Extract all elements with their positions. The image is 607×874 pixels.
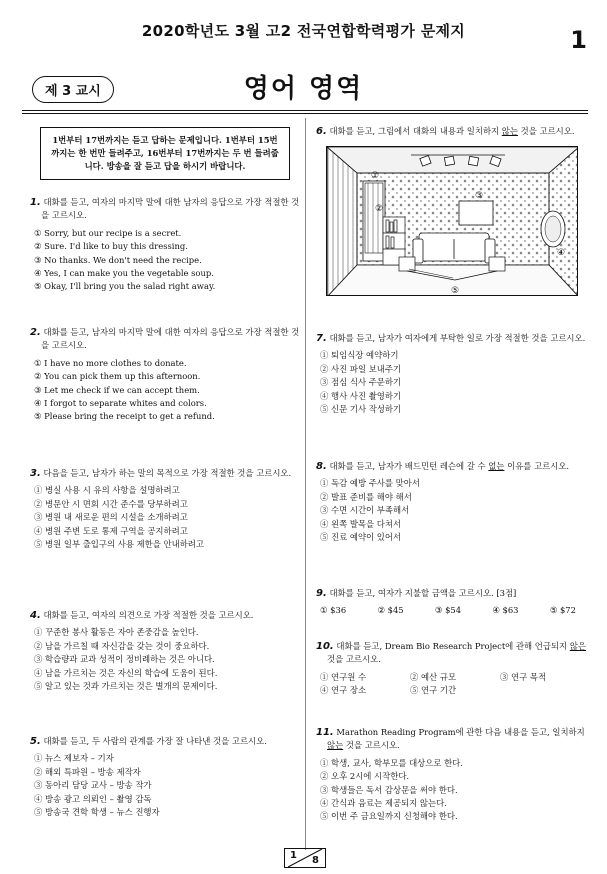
question-stem: 대화를 듣고, 여자의 마지막 말에 대한 남자의 응답으로 가장 적절한 것을 고르시오. [41,197,300,221]
marker-2: ② [375,204,384,215]
question-stem: 대화를 듣고, 여자가 지불할 금액을 고르시오. [3점] [329,588,517,598]
question-9 [316,587,590,640]
option-1[interactable]: ① 뉴스 제보자 – 기자 [34,753,114,764]
option-1[interactable]: ① 퇴임식장 예약하기 [320,350,399,361]
total-pages: 8 [312,855,319,866]
option-2[interactable]: ② 발표 준비를 해야 해서 [320,491,412,502]
subject-title: 영어 영역 [243,74,364,104]
option-2[interactable]: ② 병문안 시 면회 시간 준수를 당부하려고 [34,498,188,509]
option-2[interactable]: ② Sure. I'd like to buy this dressing. [34,241,188,252]
option-4[interactable]: ④ 방송 광고 의뢰인 – 촬영 감독 [34,793,152,804]
option-5[interactable]: ⑤ 방송국 견학 학생 – 뉴스 진행자 [34,807,160,818]
option-5[interactable]: ⑤ 이번 주 금요일까지 신청해야 한다. [320,811,458,822]
left-column [30,125,300,819]
option-5[interactable]: ⑤ $72 [549,605,576,616]
negation-underline: 않는 [501,126,518,136]
option-3[interactable]: ③ 학습량과 교과 성적이 정비례하는 것은 아니다. [34,654,215,665]
question-stem-end: 것을 고르시오. [327,654,381,665]
question-8 [316,460,590,587]
option-5[interactable]: ⑤ 알고 있는 것과 가르치는 것은 별개의 문제이다. [34,681,218,692]
option-2[interactable]: ② 해외 특파원 – 방송 제작자 [34,766,141,777]
question-stem: 대화를 듣고, 남자가 여자에게 부탁한 일로 가장 적절한 것을 고르시오. [329,333,586,343]
question-number: 4. [30,610,41,621]
question-stem-end: 것을 고르시오. [343,740,400,751]
header-rule [22,110,588,111]
question-number: 9. [316,588,327,599]
negation-underline: 않는 [327,740,344,751]
option-2[interactable]: ② $45 [377,605,404,616]
option-4[interactable]: ④ Yes, I can make you the vegetable soup. [34,268,214,279]
question-number: 6. [316,126,327,137]
option-5[interactable]: ⑤ Please bring the receipt to get a refund. [34,411,215,422]
marker-5: ⑤ [451,286,460,297]
question-number: 1. [30,197,41,208]
question-6 [316,125,590,332]
question-11 [316,726,590,824]
question-stem-end: 것을 고르시오. [517,126,575,136]
negation-underline: 않은 [569,641,586,651]
option-2[interactable]: ② 남을 가르칠 때 자신감을 갖는 것이 중요하다. [34,640,210,651]
option-4[interactable]: ④ 병원 주변 도로 통제 구역을 공지하려고 [34,525,188,536]
room-illustration [326,146,578,296]
option-3[interactable]: ③ 동아리 담당 교사 – 방송 작가 [34,780,152,791]
negation-underline: 없는 [488,461,505,471]
question-stem-end: 이유를 고르시오. [504,461,570,471]
question-stem: 대화를 듣고, 그림에서 대화의 내용과 일치하지 [329,126,502,136]
option-5[interactable]: ⑤ 연구 기간 [410,685,457,696]
marker-3: ③ [475,191,484,202]
question-7 [316,332,590,460]
question-number: 8. [316,461,327,472]
option-1[interactable]: ① 연구원 수 [320,671,367,682]
option-3[interactable]: ③ 병원 내 새로운 편의 시설을 소개하려고 [34,512,188,523]
option-3[interactable]: ③ No thanks. We don't need the recipe. [34,254,202,265]
option-1[interactable]: ① 꾸준한 봉사 활동은 자아 존중감을 높인다. [34,627,199,638]
option-3[interactable]: ③ 연구 목적 [500,671,547,682]
question-number: 2. [30,327,41,338]
question-stem: 대화를 듣고, 두 사람의 관계를 가장 잘 나타낸 것을 고르시오. [43,736,267,746]
question-stem: 대화를 듣고, 남자가 배드민턴 레슨에 갈 수 [329,461,489,471]
option-1[interactable]: ① Sorry, but our recipe is a secret. [34,227,182,238]
option-4[interactable]: ④ 왼쪽 발목을 다쳐서 [320,518,402,529]
period-label: 제 3 교시 [32,76,114,103]
question-stem: 대화를 듣고, 여자의 의견으로 가장 적절한 것을 고르시오. [43,610,254,620]
option-3[interactable]: ③ $54 [434,605,462,616]
option-5[interactable]: ⑤ 신문 기사 작성하기 [320,404,402,415]
option-1[interactable]: ① $36 [320,605,347,616]
option-4[interactable]: ④ I forgot to separate whites and colors. [34,398,207,409]
option-3[interactable]: ③ Let me check if we can accept them. [34,384,200,395]
option-1[interactable]: ① 병실 사용 시 유의 사항을 설명하려고 [34,485,180,496]
question-3 [30,467,300,609]
option-1[interactable]: ① 학생, 교사, 학부모를 대상으로 한다. [320,757,463,768]
question-number: 5. [30,736,41,747]
option-1[interactable]: ① I have no more clothes to donate. [34,357,187,368]
option-4[interactable]: ④ 간식과 음료는 제공되지 않는다. [320,798,447,809]
option-4[interactable]: ④ 남을 가르치는 것은 자신의 학습에 도움이 된다. [34,667,218,678]
option-1[interactable]: ① 독감 예방 주사를 맞아서 [320,478,420,489]
marker-4: ④ [557,248,566,259]
current-page: 1 [290,850,297,861]
option-2[interactable]: ② You can pick them up this afternoon. [34,371,201,382]
option-5[interactable]: ⑤ 병원 일부 출입구의 사용 제한을 안내하려고 [34,539,204,550]
question-number: 3. [30,468,41,479]
page-title: 2020학년도 3월 고2 전국연합학력평가 문제지 [141,22,466,40]
option-3[interactable]: ③ 학생들은 독서 감상문을 써야 한다. [320,784,458,795]
question-stem: 다음을 듣고, 남자가 하는 말의 목적으로 가장 적절한 것을 고르시오. [43,468,292,478]
column-divider [305,118,306,850]
option-4[interactable]: ④ 행사 사진 촬영하기 [320,390,402,401]
option-4[interactable]: ④ $63 [492,605,519,616]
option-2[interactable]: ② 사진 파일 보내주기 [320,363,402,374]
question-stem: Marathon Reading Program에 관한 다음 내용을 듣고, 일치하지 [336,727,585,737]
question-5 [30,735,300,819]
page-number: 1 [570,26,587,54]
room-drawing [327,147,578,296]
option-5[interactable]: ⑤ 진료 예약이 있어서 [320,532,402,543]
option-2[interactable]: ② 오후 2시에 시작한다. [320,771,410,782]
question-number: 10. [316,641,334,652]
option-3[interactable]: ③ 수면 시간이 부족해서 [320,505,410,516]
question-1 [30,196,300,326]
marker-1: ① [371,171,380,182]
question-stem: 대화를 듣고, 남자의 마지막 말에 대한 여자의 응답으로 가장 적절한 것을 고르시오. [41,327,300,351]
option-4[interactable]: ④ 연구 장소 [320,685,367,696]
question-4 [30,609,300,735]
question-10 [316,640,590,726]
question-number: 7. [316,333,327,344]
question-number: 11. [316,727,334,738]
right-column [316,125,590,824]
listening-notice: 1번부터 17번까지는 듣고 답하는 문제입니다. 1번부터 15번까지는 한 번만 들려주고, 16번부터 17번까지는 두 번 들려줍니다. 방송을 잘 듣고 답을 하시기 바랍니다. [40,127,290,180]
question-2 [30,326,300,467]
option-2[interactable]: ② 예산 규모 [410,671,457,682]
option-5[interactable]: ⑤ Okay, I'll bring you the salad right away. [34,281,216,292]
option-3[interactable]: ③ 점심 식사 주문하기 [320,377,402,388]
page-indicator [284,848,326,868]
question-stem: 대화를 듣고, Dream Bio Research Project에 관해 언급되지 [336,641,570,651]
header-rule-thin [22,113,588,114]
